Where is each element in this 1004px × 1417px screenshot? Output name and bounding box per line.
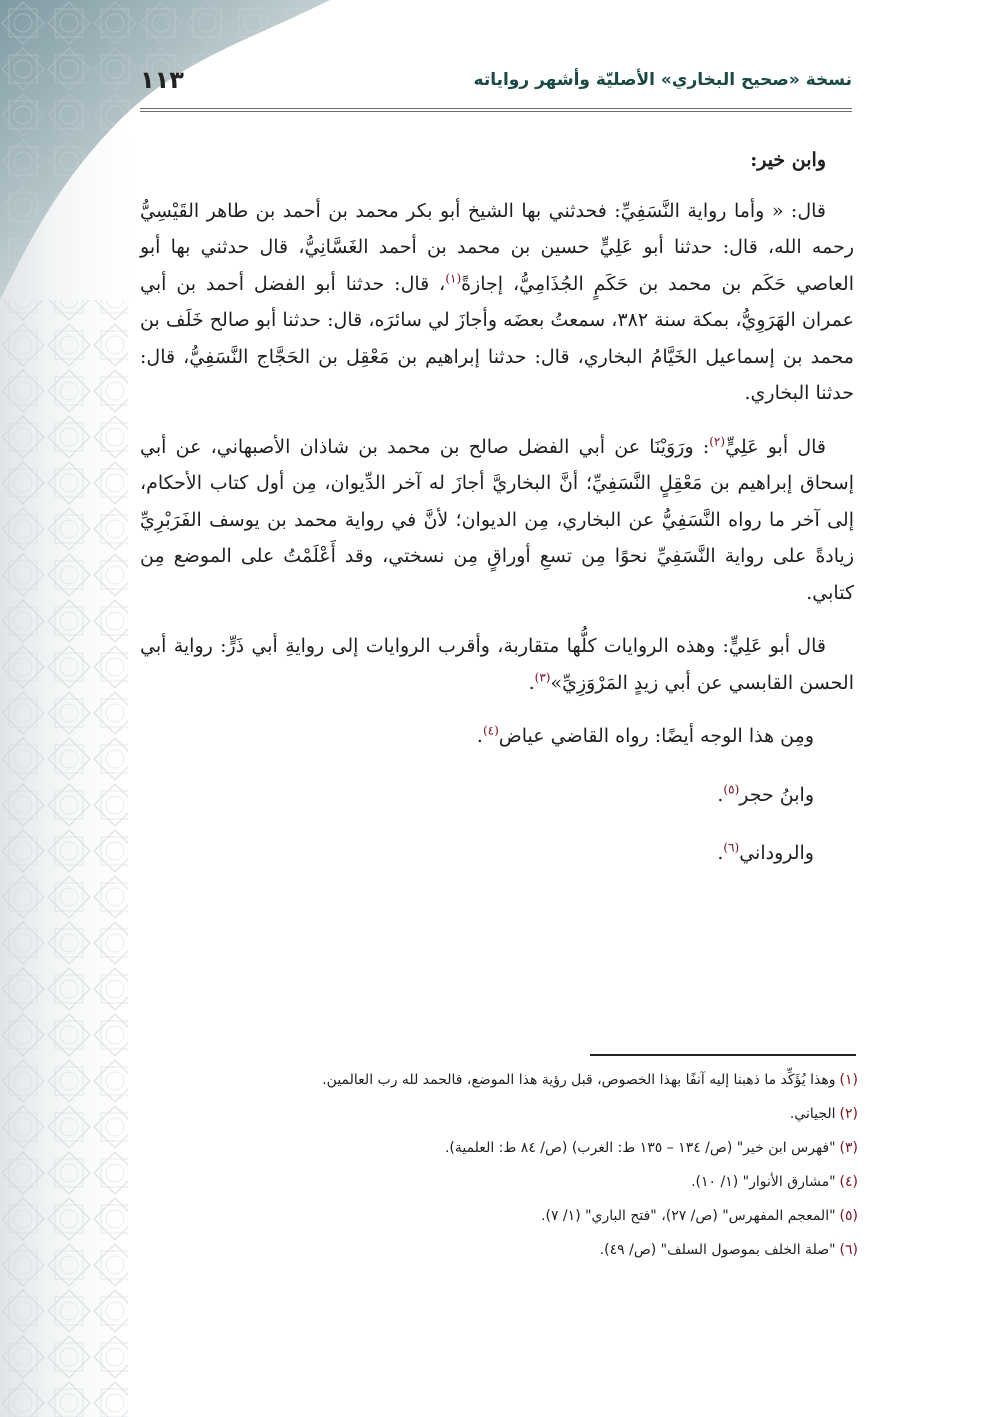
paragraph-2-text-b: : ورَوَيْنَا عن أبي الفضل صالح بن محمد بن شاذان الأصبهاني، عن أبي إسحاق إبراهيم بن مَعْقِلٍ النَّسَفِيِّ؛ أنَّ البخاريَّ أجازَ له آخر الدِّيوان، مِن أول كتاب الأحكام، إلى آخر ما رواه النَّسَفِيُّ عن البخاري، مِن الديوان؛ لأنَّ في رواية محمد بن يوسف الفَرَبْرِيِّ زيادةً على رواية النَّسَفِيِّ نحوًا مِن تسعِ أوراقٍ مِن نسختي، وقد أَعْلَمْتُ على الموضع مِن كتابي. [140,435,854,604]
paragraph-1-text-b: ، قال: حدثنا أبو الفضل أحمد بن أبي عمران الهَرَوِيُّ، بمكة سنة ٣٨٢، سمعتُ بعضَه وأجازَ لي سائرَه، قال: حدثنا أبو صالح خَلَف بن محمد بن إسماعيل الخَيَّامُ البخاري، قال: حدثنا إبراهيم بن مَعْقِل بن الحَجَّاج النَّسَفِيُّ، قال: حدثنا البخاري. [140,272,854,404]
footnote-number: (٤) [839,1174,858,1190]
main-text [140,142,854,894]
paragraph-5 [140,777,854,814]
paragraph-4-text-b: . [476,725,483,747]
paragraph-2-text-a: قال أبو عَلِيٍّ [725,435,826,458]
paragraph-6-text-a: والروداني [739,842,814,864]
paragraph-1-text-a: قال: « وأما رواية النَّسَفِيِّ: فحدثني بها الشيخ أبو بكر محمد بن أحمد بن طاهر القَيْسِيُّ رحمه الله، قال: حدثنا أبو عَلِيٍّ حسين بن محمد بن أحمد الغَسَّانِيُّ، قال حدثني بها أبو العاصي حَكَم بن محمد بن حَكَمٍ الجُذَامِيُّ، إجازةً [140,199,854,295]
footnote-ref-5[interactable]: (٥) [723,782,740,797]
footnote-number: (٦) [839,1242,858,1258]
footnote-number: (٥) [839,1208,858,1224]
footnote-text: "المعجم المفهرس" (ص/ ٢٧)، "فتح الباري" (١/ ٧). [541,1208,836,1224]
page-number: ١١٣ [140,66,184,94]
footnote-5 [140,1206,858,1226]
footnote-text: الجياني. [789,1106,836,1122]
footnote-text: وهذا يُؤَكِّد ما ذهبنا إليه آنفًا بهذا الخصوص، قبل رؤية هذا الموضع، فالحمد لله رب العالمين. [322,1072,836,1088]
header-rule [140,108,852,112]
footnote-number: (٢) [839,1106,858,1122]
paragraph-2 [140,429,854,612]
paragraph-6-text-b: . [717,842,724,864]
footnote-number: (٣) [839,1140,858,1156]
footnote-text: "مشارق الأنوار" (١/ ١٠). [691,1174,836,1190]
footnotes [140,1070,858,1274]
footnote-number: (١) [839,1072,858,1088]
paragraph-3-text-a: قال أبو عَلِيٍّ: وهذه الروايات كلُّها متقاربة، وأقرب الروايات إلى روايةِ أبي ذَرٍّ: رواية أبي الحسن القابسي عن أبي زيدٍ المَرْوَزِيِّ» [140,635,854,694]
paragraph-6 [140,835,854,872]
paragraph-5-text-a: وابنُ حجر [739,783,814,806]
footnote-ref-1[interactable]: (١) [445,271,462,286]
footnote-ref-2[interactable]: (٢) [709,434,726,449]
paragraph-4 [140,718,854,755]
footnote-3 [140,1138,858,1158]
footnote-1 [140,1070,858,1090]
paragraph-3-text-b: . [528,671,535,694]
footnote-separator [590,1054,856,1056]
footnote-text: "صلة الخلف بموصول السلف" (ص/ ٤٩). [599,1242,836,1258]
footnote-ref-4[interactable]: (٤) [482,723,499,738]
footnote-text: "فهرس ابن خير" (ص/ ١٣٤ – ١٣٥ ط: الغرب) (ص/ ٨٤ ط: العلمية). [444,1140,836,1156]
section-heading: وابن خير: [750,149,826,171]
paragraph-1 [140,193,854,412]
footnote-4 [140,1172,858,1192]
footnote-ref-3[interactable]: (٣) [534,670,551,685]
footnote-2 [140,1104,858,1124]
paragraph-3 [140,628,854,701]
running-title: نسخة «صحيح البخاري» الأصليّة وأشهر رواياته [473,70,852,90]
footnote-ref-6[interactable]: (٦) [723,840,740,855]
paragraph-4-text-a: ومِن هذا الوجه أيضًا: رواه القاضي عياض [498,725,814,747]
page-header [140,62,852,112]
footnote-6 [140,1240,858,1260]
paragraph-5-text-b: . [717,783,724,806]
